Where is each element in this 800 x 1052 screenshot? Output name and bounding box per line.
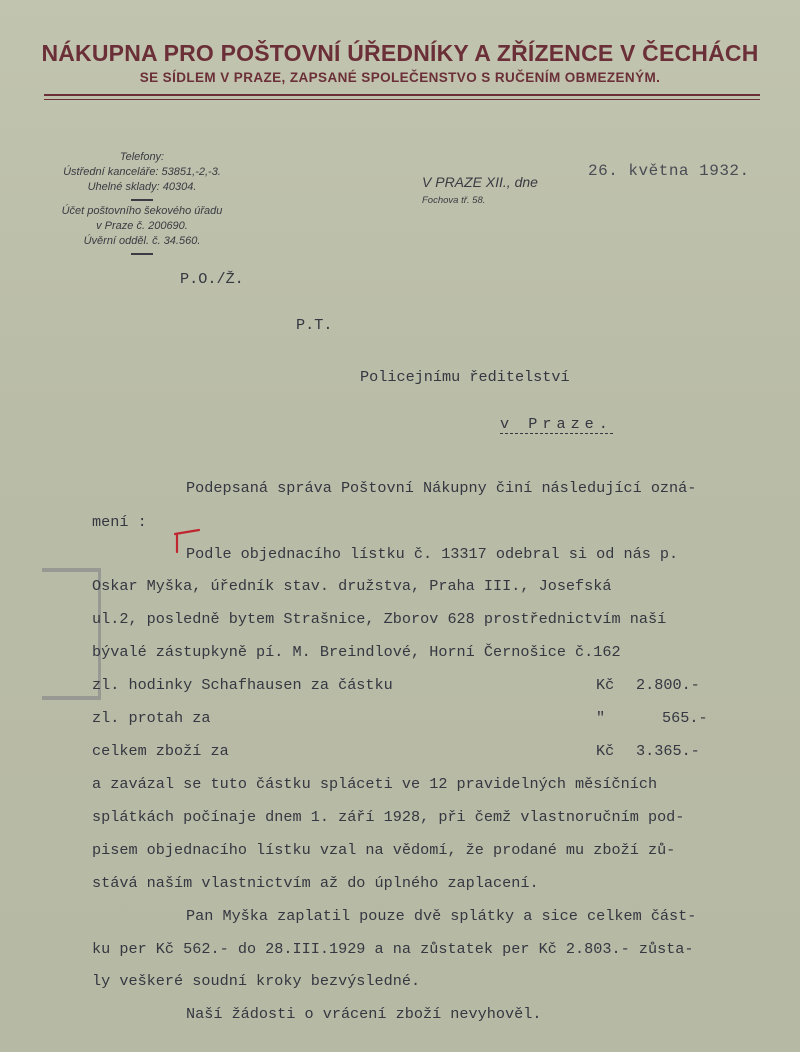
body-line: mení : [92,513,147,531]
item-currency: " [596,709,606,727]
item-amount: 565.- [662,709,708,727]
postal-account: Účet poštovního šekového úřadu [61,205,223,217]
body-line: Podepsaná správa Poštovní Nákupny činí následující ozná- [186,479,697,497]
body-line: ul.2, posledně bytem Strašnice, Zborov 628 prostřednictvím naší [92,610,667,628]
item-currency: Kč [596,676,615,694]
office-phone: Ústřední kanceláře: 53851,-2,-3. [63,166,221,178]
body-line: splátkách počínaje dnem 1. září 1928, při čemž vlastnoručním pod- [92,808,685,826]
company-subtitle: SE SÍDLEM V PRAZE, ZAPSANÉ SPOLEČENSTVO S RUČENÍM OBMEZENÝM. [139,70,661,85]
item-amount: 2.800.- [636,676,700,694]
body-line: pisem objednacího lístku vzal na vědomí, že prodané mu zboží zů- [92,841,676,859]
street-address: Fochova tř. 58. [422,195,486,206]
divider [131,199,153,201]
total-label: celkem zboží za [92,742,229,760]
total-amount: 3.365.- [636,742,700,760]
item-label: zl. hodinky Schafhausen za částku [92,676,393,694]
header-rule [44,94,760,100]
postal-account-number: v Praze č. 200690. [96,220,188,232]
salutation: P.T. [296,316,333,334]
body-line: Naší žádosti o vrácení zboží nevyhověl. [186,1005,542,1023]
total-currency: Kč [596,742,615,760]
body-line: bývalé zástupkyně pí. M. Breindlové, Horní Černošice č.162 [92,643,621,661]
body-line: Podle objednacího lístku č. 13317 odebral si od nás p. [186,545,679,563]
coal-phone: Uhelné sklady: 40304. [87,181,197,193]
credit-department: Úvěrní odděl. č. 34.560. [83,235,201,247]
body-line: stává naším vlastnictvím až do úplného zaplacení. [92,874,539,892]
company-name: NÁKUPNA PRO POŠTOVNÍ ÚŘEDNÍKY A ZŘÍZENCE V ČECHÁCH [41,40,759,66]
body-line: Pan Myška zaplatil pouze dvě splátky a sice celkem část- [186,907,697,925]
body-line: ly veškeré soudní kroky bezvýsledné. [92,972,421,990]
contact-block [42,150,242,258]
letter-date: 26. května 1932. [588,162,750,180]
body-line: ku per Kč 562.- do 28.III.1929 a na zůstatek per Kč 2.803.- zůsta- [92,940,694,958]
item-label: zl. protah za [92,709,211,727]
phones-label: Telefony: [119,151,165,163]
body-line: a zavázal se tuto částku spláceti ve 12 pravidelných měsíčních [92,775,658,793]
recipient-name: Policejnímu ředitelství [360,368,570,386]
recipient-city: v Praze. [500,415,613,433]
body-line: Oskar Myška, úředník stav. družstva, Praha III., Josefská [92,577,612,595]
divider [131,253,153,255]
reference: P.O./Ž. [180,270,244,288]
place-line: V PRAZE XII., dne [422,174,538,190]
